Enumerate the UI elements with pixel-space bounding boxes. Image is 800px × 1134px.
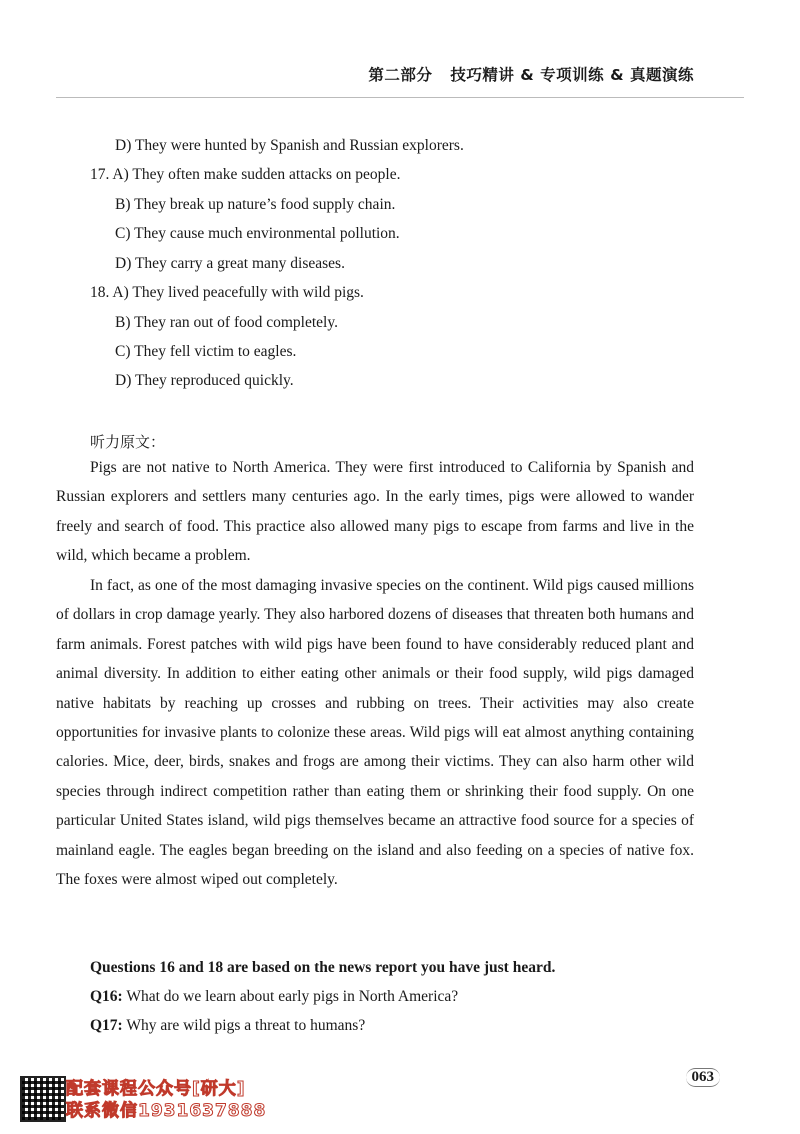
header-title: 技巧精讲 & 专项训练 & 真题演练 [450,66,694,84]
transcript-paragraph-1: Pigs are not native to North America. They were first introduced to California by Spanish and Russian explorers and settlers many centuries ago. In the early times, pigs were allowed to wander freely and search of food. This practice also allowed many pigs to escape from farms and live in the wild, which became a problem. [56,459,694,565]
option-18b: B) They ran out of food completely. [115,314,338,331]
option-17c: C) They cause much environmental pollution. [115,225,400,242]
question-17-text: Why are wild pigs a threat to humans? [122,1017,366,1034]
option-17b: B) They break up nature’s food supply chain. [115,196,396,213]
header-part: 第二部分 [368,66,433,84]
option-18a: 18. A) They lived peacefully with wild pigs. [90,284,364,301]
page-number [686,1068,721,1087]
running-header [368,63,694,85]
option-16d: D) They were hunted by Spanish and Russian explorers. [115,137,464,154]
qr-code-icon [20,1076,66,1122]
option-18c: C) They fell victim to eagles. [115,343,297,360]
question-17-label: Q17: [90,1017,123,1034]
page-number-value: 063 [686,1068,721,1087]
transcript-heading: 听力原文： [90,433,166,451]
question-16-text: What do we learn about early pigs in North America? [122,988,459,1005]
watermark-line-1: 配套课程公众号[研大] [66,1079,246,1099]
watermark-line-2: 联系微信1931637888 [66,1101,267,1121]
transcript-paragraph-2: In fact, as one of the most damaging invasive species on the continent. Wild pigs caused millions of dollars in crop damage yearly. They also harbored dozens of diseases that threaten both humans and farm animals. Forest patches with wild pigs have been found to have considerably reduced plant and animal diversity. In addition to either eating other animals or their food supply, wild pigs damaged native habitats by reaching up crosses and rubbing on trees. Their activities may also create opportunities for invasive plants to colonize these areas. Wild pigs will eat almost anything containing calories. Mice, deer, birds, snakes and frogs are among their victims. They can also harm other wild species through indirect competition rather than eating them or shrinking their food supply. On one particular United States island, wild pigs themselves became an attractive food source for a species of mainland eagle. The eagles began breeding on the island and also feeding on a species of native fox. The foxes were almost wiped out completely. [56,577,694,889]
questions-intro: Questions 16 and 18 are based on the news report you have just heard. [90,959,556,976]
question-17 [90,1016,365,1036]
option-17a: 17. A) They often make sudden attacks on people. [90,166,401,183]
header-rule [56,97,744,98]
question-16-label: Q16: [90,988,123,1005]
option-17d: D) They carry a great many diseases. [115,255,345,272]
option-18d: D) They reproduced quickly. [115,372,294,389]
question-16 [90,987,458,1007]
